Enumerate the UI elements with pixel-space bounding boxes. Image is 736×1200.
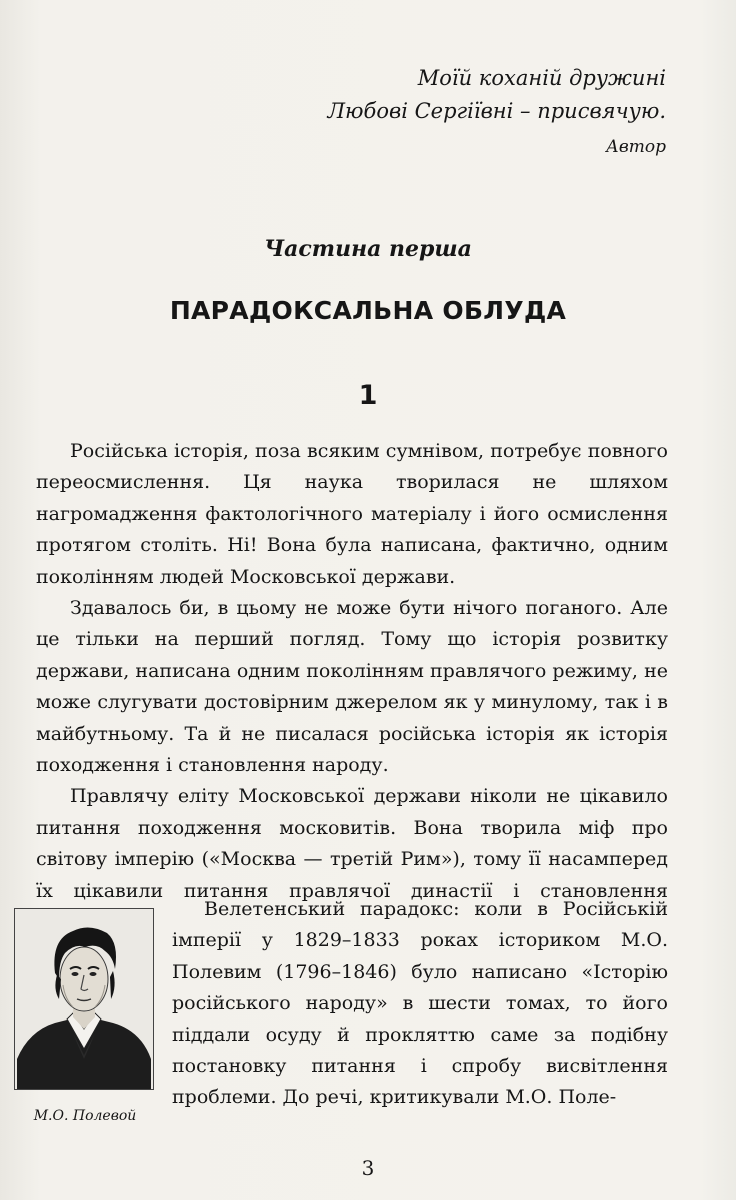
body-text [36,436,668,939]
portrait-caption: М.О. Полевой [33,1108,137,1124]
dedication-line-1: Моїй коханій дружині [417,66,666,90]
portrait-figure [14,908,156,1124]
portrait-illustration [14,908,154,1090]
paragraph: Велетенський парадокс: коли в Російській імперії у 1829–1833 роках істориком М.О. Полевим (1796–1846) було написано «Історію російського народу» в шести томах, то його піддали осуду й прокляттю саме за подібну постановку питання і спробу висвітлення проблеми. До речі, критикували М.О. Поле- [172,898,668,1109]
dedication-line-2: Любові Сергіївні – присвячую. [327,99,666,123]
side-text [172,894,668,1114]
dedication-author: Автор [605,137,666,157]
paragraph: Правлячу еліту Московської держави ніколи не цікавило питання походження московитів. Вона творила міф про світову імперію («Москва — третій Рим»), тому її насамперед їх цікавили питання правлячої династії і становлення [36,785,668,902]
dedication [328,62,666,158]
part-label: Частина перша [264,236,472,262]
part-title: ПАРАДОКСАЛЬНА ОБЛУДА [169,296,567,325]
chapter-number: 1 [358,380,378,411]
page-number: 3 [361,1156,375,1180]
paragraph: Здавалось би, в цьому не може бути нічого поганого. Але це тільки на перший погляд. Тому що історія розвитку держави, написана одним поколінням правлячого режиму, не може слугувати достовірним джерелом як у минулому, так і в майбутньому. Та й не писалася російська історія як історія походження і становлення народу. [36,597,668,777]
paragraph: Російська історія, поза всяким сумнівом, потребує повного переосмислення. Ця наука творилася не шляхом нагромадження фактологічного матеріалу і його осмислення протягом століть. Ні! Вона була написана, фактично, одним поколінням людей Московської держави. [36,440,668,588]
